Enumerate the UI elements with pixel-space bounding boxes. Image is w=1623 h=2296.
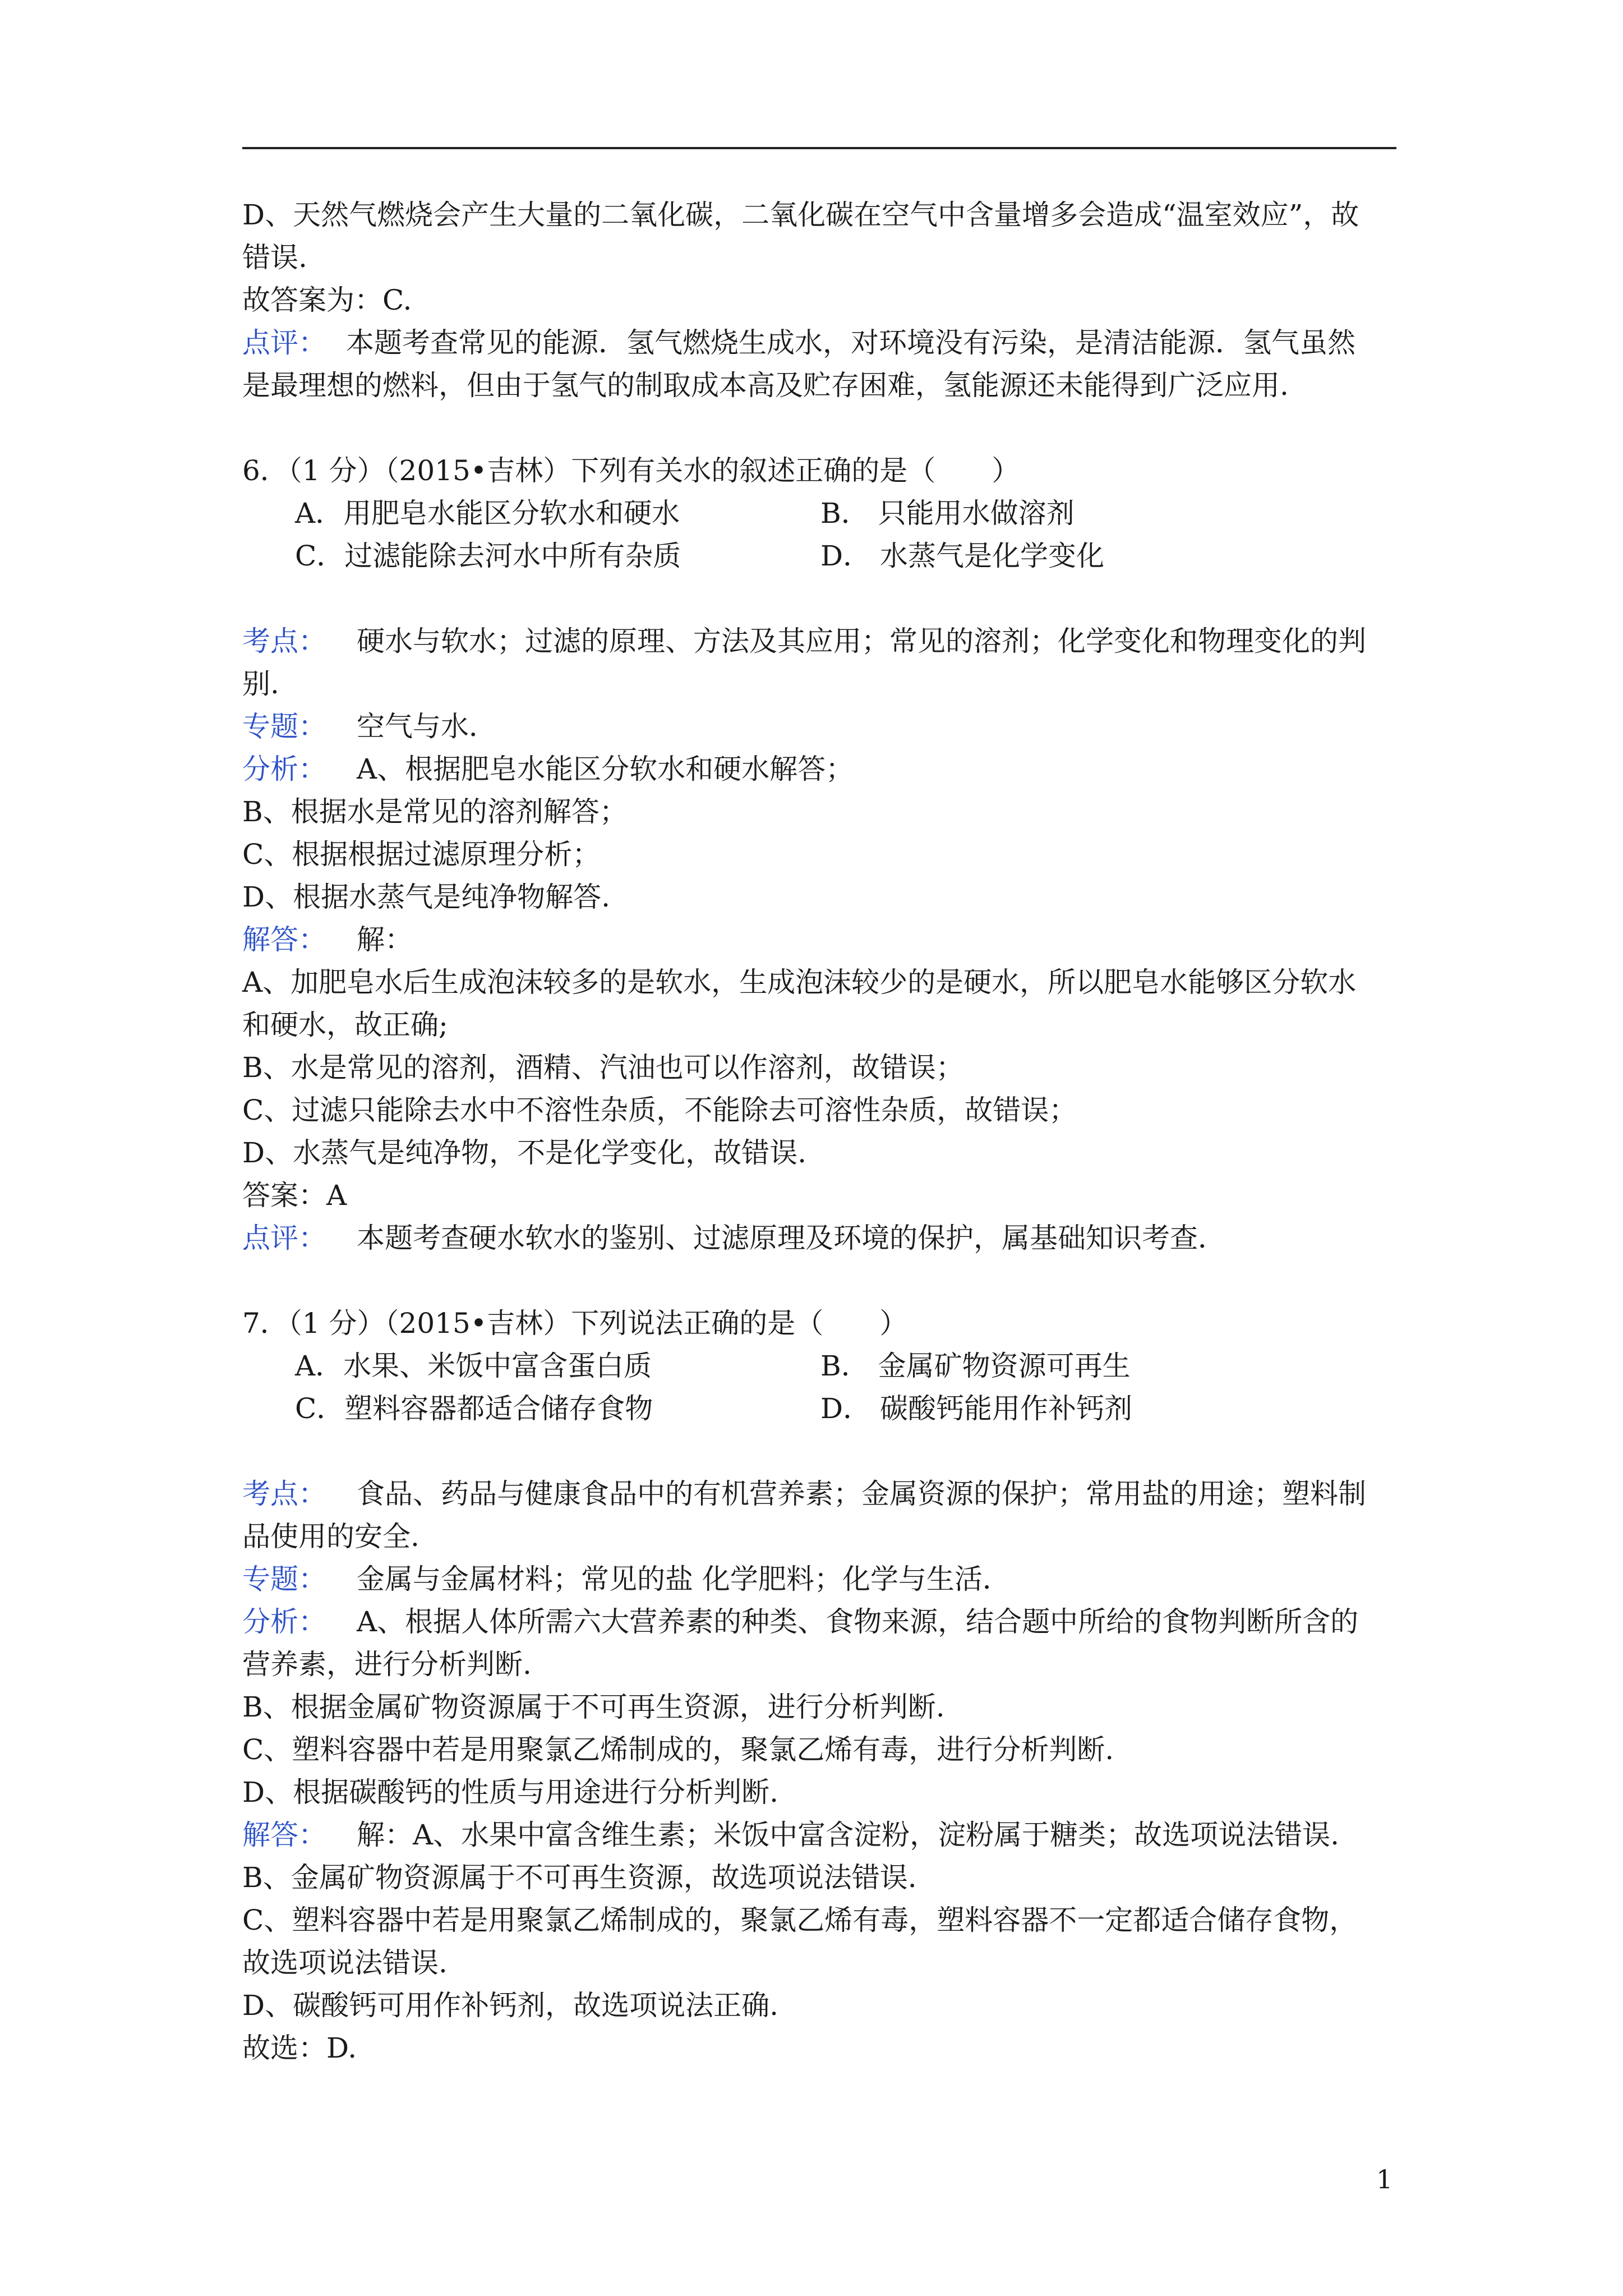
document-body: [242, 194, 1398, 2069]
zhuanti-label: 专题：: [242, 1563, 326, 1595]
q7-fenxi-line: 营养素，进行分析判断.: [242, 1648, 532, 1681]
q7-jieda-line: B、金属矿物资源属于不可再生资源，故选项说法错误.: [242, 1861, 917, 1894]
jieda-text: 解：A、水果中富含维生素；米饭中富含淀粉，淀粉属于糖类；故选项说法错误.: [357, 1819, 1340, 1851]
question-6-option-d: D． 水蒸气是化学变化: [820, 540, 1104, 572]
question-7: [242, 1302, 1398, 1430]
kaodian-text: 硬水与软水；过滤的原理、方法及其应用；常见的溶剂；化学变化和物理变化的判: [357, 625, 1366, 657]
q7-answer: 故选：D.: [242, 2032, 357, 2064]
question-7-options-row-1: [242, 1345, 1398, 1387]
q6-jieda-line: C、过滤只能除去水中不溶性杂质，不能除去可溶性杂质，故错误；: [242, 1094, 1077, 1126]
q7-fenxi-line: B、根据金属矿物资源属于不可再生资源，进行分析判断.: [242, 1691, 945, 1723]
jieda-label: 解答：: [242, 1819, 326, 1851]
dianping-label: 点评：: [242, 1222, 326, 1254]
zhuanti-label: 专题：: [242, 710, 326, 743]
header-rule: [242, 147, 1396, 149]
prev-option-d-text-cont: 错误.: [242, 241, 307, 274]
q6-jieda-line: 和硬水，故正确;: [242, 1009, 448, 1041]
fenxi-label: 分析：: [242, 753, 326, 785]
q6-kaodian: [242, 620, 1398, 662]
kaodian-label: 考点：: [242, 625, 326, 657]
dianping-text: 本题考查硬水软水的鉴别、过滤原理及环境的保护，属基础知识考查．: [357, 1222, 1226, 1254]
q7-zhuanti: [242, 1558, 1398, 1600]
q6-fenxi-line: D、根据水蒸气是纯净物解答.: [242, 881, 610, 913]
question-7-option-a: A．水果、米饭中富含蛋白质: [295, 1350, 652, 1382]
page-number: 1: [1376, 2164, 1393, 2194]
q6-dianping: [242, 1217, 1398, 1259]
q6-jieda-line: D、水蒸气是纯净物，不是化学变化，故错误.: [242, 1137, 806, 1169]
q7-kaodian: [242, 1473, 1398, 1515]
comment-label: 点评：: [242, 326, 326, 359]
q7-fenxi-line: D、根据碳酸钙的性质与用途进行分析判断.: [242, 1776, 778, 1809]
question-7-option-c: C．塑料容器都适合储存食物: [295, 1392, 653, 1425]
q6-jieda-line: B、水是常见的溶剂，酒精、汽油也可以作溶剂，故错误；: [242, 1051, 964, 1084]
question-6-stem: 6．（1 分）（2015•吉林）下列有关水的叙述正确的是（ ）: [242, 454, 1020, 487]
question-7-stem: 7．（1 分）（2015•吉林）下列说法正确的是（ ）: [242, 1307, 908, 1340]
question-6-option-c: C．过滤能除去河水中所有杂质: [295, 540, 681, 572]
zhuanti-text: 金属与金属材料；常见的盐 化学肥料；化学与生活．: [357, 1563, 1011, 1595]
zhuanti-text: 空气与水．: [357, 710, 497, 743]
question-6-options-row-2: [242, 535, 1398, 577]
q6-fenxi-line: B、根据水是常见的溶剂解答；: [242, 795, 628, 828]
question-7-option-b: B． 金属矿物资源可再生: [820, 1350, 1131, 1382]
fenxi-label: 分析：: [242, 1605, 326, 1638]
q6-jieda: [242, 918, 1398, 961]
question-7-option-d: D． 碳酸钙能用作补钙剂: [820, 1392, 1132, 1425]
jieda-label: 解答：: [242, 923, 326, 956]
prev-comment: [242, 321, 1398, 364]
fenxi-text: A、根据人体所需六大营养素的种类、食物来源，结合题中所给的食物判断所含的: [357, 1605, 1359, 1638]
prev-comment-cont: 是最理想的燃料，但由于氢气的制取成本高及贮存困难，氢能源还未能得到广泛应用.: [242, 369, 1289, 402]
q6-jieda-line: A、加肥皂水后生成泡沫较多的是软水，生成泡沫较少的是硬水，所以肥皂水能够区分软水: [242, 966, 1357, 999]
question-7-options-row-2: [242, 1387, 1398, 1430]
q7-jieda-line: C、塑料容器中若是用聚氯乙烯制成的，聚氯乙烯有毒，塑料容器不一定都适合储存食物，: [242, 1904, 1358, 1936]
question-6-option-a: A．用肥皂水能区分软水和硬水: [295, 497, 680, 530]
prev-option-d-text: D、天然气燃烧会产生大量的二氧化碳，二氧化碳在空气中含量增多会造成“温室效应”，故: [242, 199, 1359, 231]
q7-fenxi-line: C、塑料容器中若是用聚氯乙烯制成的，聚氯乙烯有毒，进行分析判断.: [242, 1733, 1114, 1766]
q6-answer: 答案：A: [242, 1179, 347, 1212]
q6-zhuanti: [242, 705, 1398, 748]
q7-kaodian-cont: 品使用的安全.: [242, 1520, 419, 1553]
q6-fenxi: [242, 748, 1398, 790]
q7-jieda: [242, 1814, 1398, 1856]
q6-kaodian-cont: 别.: [242, 668, 279, 700]
prev-answer: 故答案为：C.: [242, 284, 412, 316]
question-6-options-row-1: [242, 492, 1398, 535]
q7-jieda-line: 故选项说法错误.: [242, 1947, 448, 1979]
q7-fenxi: [242, 1600, 1398, 1643]
jieda-text: 解：: [357, 923, 413, 956]
q7-jieda-line: D、碳酸钙可用作补钙剂，故选项说法正确.: [242, 1989, 778, 2022]
kaodian-label: 考点：: [242, 1478, 326, 1510]
fenxi-text: A、根据肥皂水能区分软水和硬水解答；: [357, 753, 854, 785]
q6-fenxi-line: C、根据根据过滤原理分析；: [242, 838, 601, 871]
question-6: [242, 449, 1398, 577]
question-6-option-b: B． 只能用水做溶剂: [820, 497, 1075, 530]
kaodian-text: 食品、药品与健康食品中的有机营养素；金属资源的保护；常用盐的用途；塑料制: [357, 1478, 1366, 1510]
comment-text: 本题考查常见的能源．氢气燃烧生成水，对环境没有污染，是清洁能源．氢气虽然: [346, 326, 1355, 359]
